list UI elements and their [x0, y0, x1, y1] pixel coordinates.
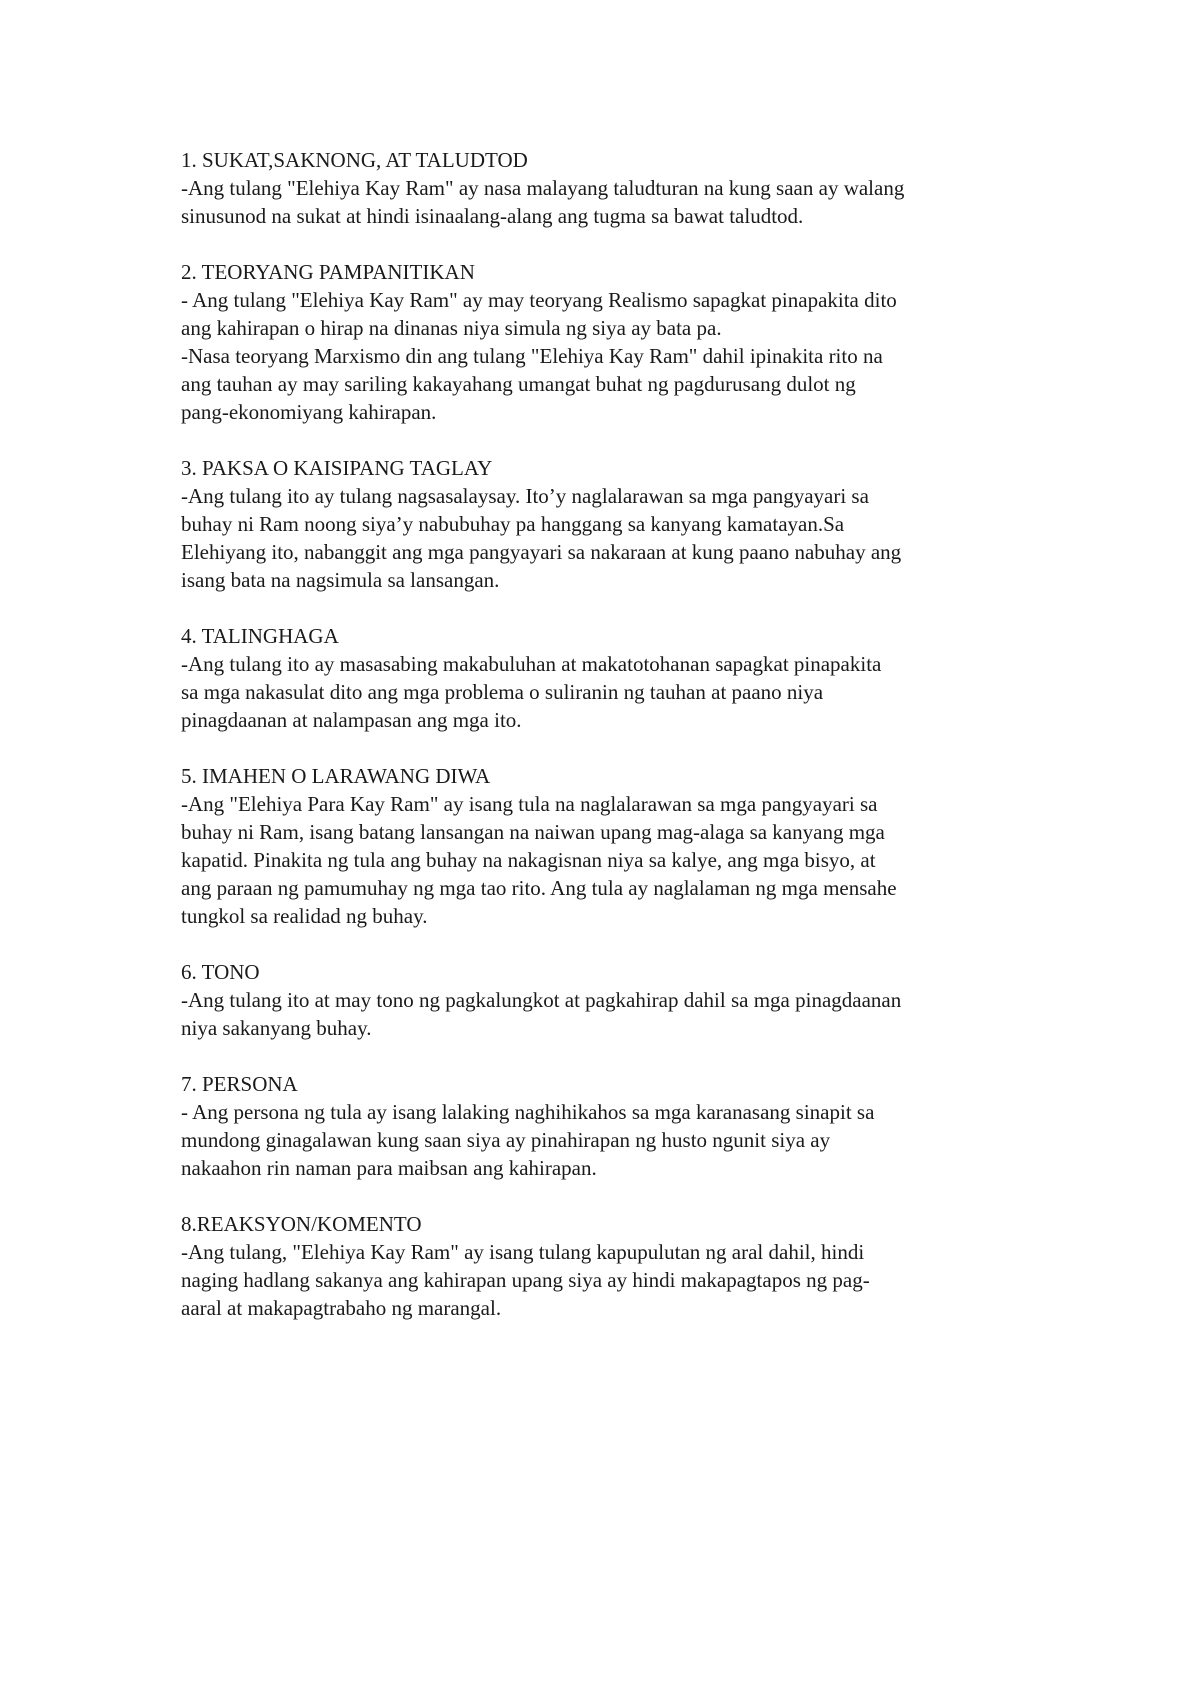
section-text-line: buhay ni Ram noong siya’y nabubuhay pa hanggang sa kanyang kamatayan.Sa	[181, 512, 845, 536]
section-text-line: pinagdaanan at nalampasan ang mga ito.	[181, 708, 522, 732]
section-heading: 6. TONO	[181, 960, 260, 984]
section-text-line: tungkol sa realidad ng buhay.	[181, 904, 428, 928]
section-text-line: -Ang "Elehiya Para Kay Ram" ay isang tula na naglalarawan sa mga pangyayari sa	[181, 792, 878, 816]
section-sukat	[181, 146, 1041, 230]
section-text-line: aaral at makapagtrabaho ng marangal.	[181, 1296, 502, 1320]
section-tono	[181, 958, 1041, 1042]
section-text-line: sinusunod na sukat at hindi isinaalang-alang ang tugma sa bawat taludtod.	[181, 204, 804, 228]
section-heading: 3. PAKSA O KAISIPANG TAGLAY	[181, 456, 493, 480]
section-text-line: - Ang tulang "Elehiya Kay Ram" ay may teoryang Realismo sapagkat pinapakita dito	[181, 288, 897, 312]
section-text-line: naging hadlang sakanya ang kahirapan upang siya ay hindi makapagtapos ng pag-	[181, 1268, 870, 1292]
section-heading: 8.REAKSYON/KOMENTO	[181, 1212, 422, 1236]
section-heading: 2. TEORYANG PAMPANITIKAN	[181, 260, 475, 284]
section-text-line: ang paraan ng pamumuhay ng mga tao rito. Ang tula ay naglalaman ng mga mensahe	[181, 876, 897, 900]
section-paksa	[181, 454, 1041, 594]
section-teoryang-pampanitikan	[181, 258, 1041, 426]
section-heading: 1. SUKAT,SAKNONG, AT TALUDTOD	[181, 148, 528, 172]
section-heading: 7. PERSONA	[181, 1072, 298, 1096]
section-text-line: isang bata na nagsimula sa lansangan.	[181, 568, 500, 592]
section-text-line: mundong ginagalawan kung saan siya ay pinahirapan ng husto ngunit siya ay	[181, 1128, 831, 1152]
section-imahen	[181, 762, 1041, 930]
section-text-line: -Ang tulang ito at may tono ng pagkalungkot at pagkahirap dahil sa mga pinagdaanan	[181, 988, 902, 1012]
section-text-line: sa mga nakasulat dito ang mga problema o suliranin ng tauhan at paano niya	[181, 680, 824, 704]
section-talinghaga	[181, 622, 1041, 734]
section-reaksyon	[181, 1210, 1041, 1322]
section-text-line: - Ang persona ng tula ay isang lalaking naghihikahos sa mga karanasang sinapit sa	[181, 1100, 875, 1124]
section-text-line: kapatid. Pinakita ng tula ang buhay na nakagisnan niya sa kalye, ang mga bisyo, at	[181, 848, 876, 872]
section-text-line: Elehiyang ito, nabanggit ang mga pangyayari sa nakaraan at kung paano nabuhay ang	[181, 540, 902, 564]
section-text-line: buhay ni Ram, isang batang lansangan na naiwan upang mag-alaga sa kanyang mga	[181, 820, 885, 844]
section-persona	[181, 1070, 1041, 1182]
section-text-line: ang kahirapan o hirap na dinanas niya simula ng siya ay bata pa.	[181, 316, 722, 340]
section-text-line: -Ang tulang ito ay masasabing makabuluhan at makatotohanan sapagkat pinapakita	[181, 652, 882, 676]
document-body	[181, 146, 1041, 1350]
section-heading: 5. IMAHEN O LARAWANG DIWA	[181, 764, 491, 788]
section-text-line: -Ang tulang, "Elehiya Kay Ram" ay isang tulang kapupulutan ng aral dahil, hindi	[181, 1240, 865, 1264]
section-text-line: pang-ekonomiyang kahirapan.	[181, 400, 437, 424]
section-heading: 4. TALINGHAGA	[181, 624, 339, 648]
section-text-line: nakaahon rin naman para maibsan ang kahirapan.	[181, 1156, 597, 1180]
section-text-line: -Ang tulang "Elehiya Kay Ram" ay nasa malayang taludturan na kung saan ay walang	[181, 176, 905, 200]
section-text-line: ang tauhan ay may sariling kakayahang umangat buhat ng pagdurusang dulot ng	[181, 372, 856, 396]
section-text-line: -Nasa teoryang Marxismo din ang tulang "Elehiya Kay Ram" dahil ipinakita rito na	[181, 344, 883, 368]
section-text-line: niya sakanyang buhay.	[181, 1016, 372, 1040]
section-text-line: -Ang tulang ito ay tulang nagsasalaysay. Ito’y naglalarawan sa mga pangyayari sa	[181, 484, 869, 508]
